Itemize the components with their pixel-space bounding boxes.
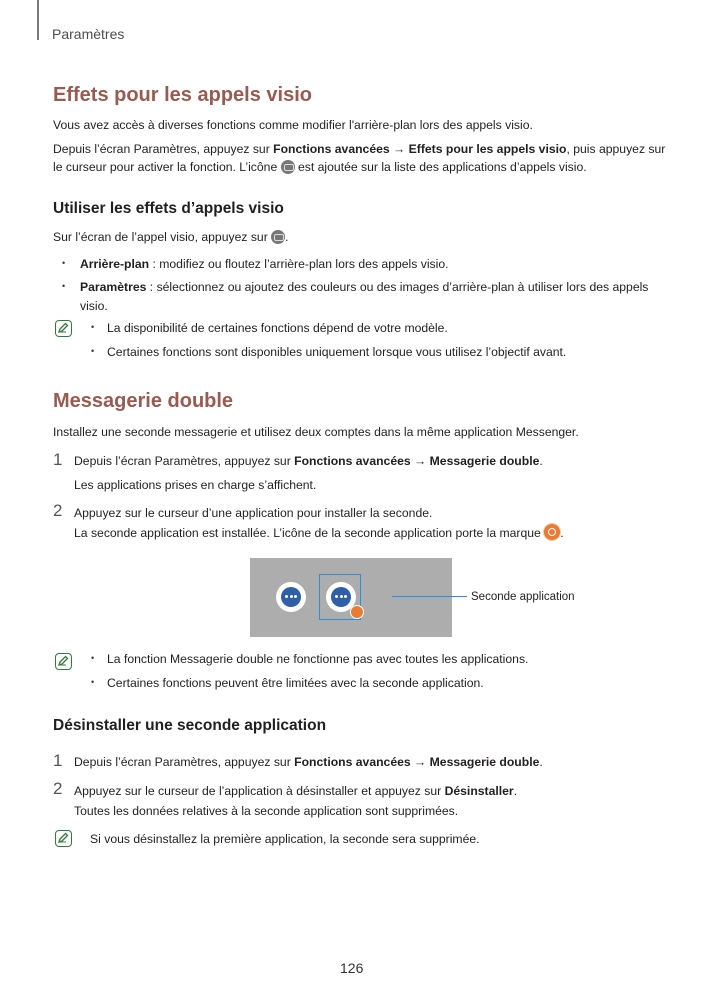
step-number: 2 — [53, 501, 63, 520]
second-messenger-app-icon — [326, 582, 356, 612]
uninstall-step2: Appuyez sur le curseur de l’application à désinstaller et appuyez sur Désinstaller. — [74, 784, 518, 798]
bullet-marker: • — [91, 677, 95, 687]
bullet-marker: • — [91, 653, 95, 663]
dual-messenger-badge-icon — [544, 524, 560, 540]
dual-messenger-badge-icon — [350, 605, 364, 619]
dual-messenger-intro: Installez une seconde messagerie et utilisez deux comptes dans la même application Messenger. — [53, 425, 579, 439]
subsection-title-use-effects: Utiliser les effets d’appels visio — [53, 200, 284, 217]
note-dual-limits: Certaines fonctions peuvent être limitées avec la seconde application. — [107, 676, 484, 690]
bullet-marker: • — [91, 322, 95, 332]
dual-step1-sub: Les applications prises en charge s’affichent. — [74, 478, 317, 492]
bullet-settings-cont: visio. — [80, 299, 108, 313]
bullet-marker: • — [91, 346, 95, 356]
dual-messenger-screenshot — [250, 558, 452, 637]
pencil-note-icon — [55, 830, 72, 847]
video-effects-intro: Vous avez accès à diverses fonctions comme modifier l'arrière-plan lors des appels visio. — [53, 118, 533, 132]
section-header: Paramètres — [52, 26, 125, 42]
uninstall-step2-sub: Toutes les données relatives à la seconde application sont supprimées. — [74, 804, 459, 818]
dual-step2-sub: La seconde application est installée. L’icône de la seconde application porte la marque . — [74, 526, 564, 540]
callout-line — [392, 596, 467, 597]
dual-step2: Appuyez sur le curseur d’une application pour installer la seconde. — [74, 506, 433, 520]
step-number: 1 — [53, 450, 63, 469]
bullet-background: Arrière-plan : modifiez ou floutez l’arrière-plan lors des appels visio. — [80, 257, 449, 271]
bullet-marker: • — [62, 281, 66, 291]
dual-step1: Depuis l’écran Paramètres, appuyez sur Fonctions avancées → Messagerie double. — [74, 454, 543, 468]
messenger-app-icon — [276, 582, 306, 612]
note-uninstall: Si vous désinstallez la première application, la seconde sera supprimée. — [90, 832, 480, 846]
note-front-camera: Certaines fonctions sont disponibles uniquement lorsque vous utilisez l’objectif avant. — [107, 345, 567, 359]
subsection-title-uninstall: Désinstaller une seconde application — [53, 717, 327, 734]
note-dual-apps: La fonction Messagerie double ne fonctionne pas avec toutes les applications. — [107, 652, 529, 666]
bullet-settings: Paramètres : sélectionnez ou ajoutez des couleurs ou des images d’arrière-plan à utiliser lors des appels — [80, 280, 649, 294]
section-title-dual-messenger: Messagerie double — [53, 390, 234, 412]
step-number: 1 — [53, 751, 63, 770]
uninstall-step1: Depuis l’écran Paramètres, appuyez sur Fonctions avancées → Messagerie double. — [74, 755, 543, 769]
bullet-marker: • — [62, 258, 66, 268]
pencil-note-icon — [55, 320, 72, 337]
video-effects-path-line1: Depuis l’écran Paramètres, appuyez sur Fonctions avancées → Effets pour les appels visio, puis appuyez sur — [53, 142, 666, 156]
header-rule — [37, 0, 39, 40]
video-effects-path-line2: le curseur pour activer la fonction. L’icône est ajoutée sur la liste des applications d’appels visio. — [53, 160, 587, 174]
use-effects-intro: Sur l’écran de l’appel visio, appuyez sur . — [53, 230, 289, 244]
note-availability: La disponibilité de certaines fonctions dépend de votre modèle. — [107, 321, 448, 335]
pencil-note-icon — [55, 653, 72, 670]
page-number: 126 — [340, 960, 364, 976]
callout-second-app: Seconde application — [471, 591, 575, 603]
step-number: 2 — [53, 779, 63, 798]
video-effects-icon — [281, 160, 295, 174]
video-effects-icon — [271, 230, 285, 244]
section-title-video-effects: Effets pour les appels visio — [53, 84, 312, 106]
